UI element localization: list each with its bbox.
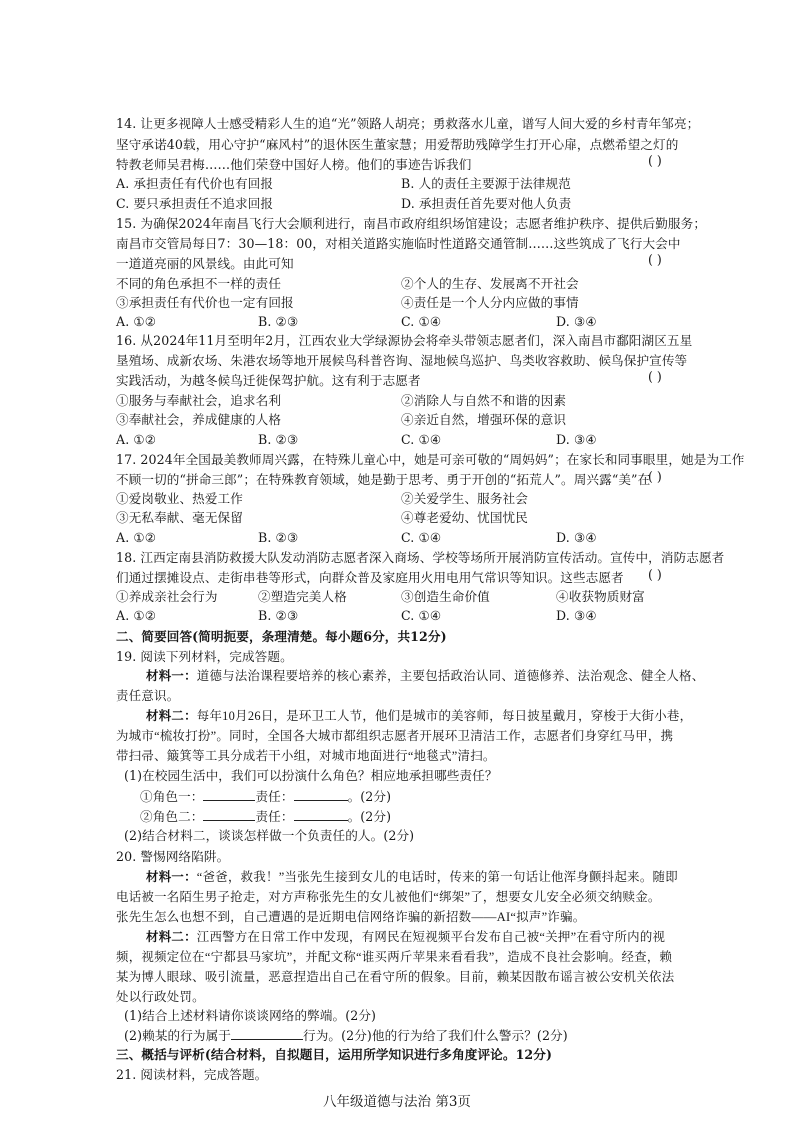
q16-options-row	[116, 432, 597, 448]
q17-item-4: ④尊老爱幼、忧国忧民	[401, 510, 528, 525]
q15-option-d: D. ③④	[556, 314, 597, 329]
q18-stem-line-2: 们通过摆摊设点、走街串巷等形式，向群众普及家庭用火用电用气常识等知识。这些志愿者	[116, 570, 624, 585]
q15-item-1: 不同的角色承担不一样的责任	[116, 276, 282, 291]
q19-material-1-label: 材料一：	[146, 669, 197, 683]
q18-item-4: ④收获物质财富	[556, 589, 645, 604]
q16-items-row-2	[116, 412, 567, 428]
q15-item-2: ②个人的生存、发展离不开社会	[401, 276, 579, 291]
q15-option-b: B. ②③	[258, 314, 299, 329]
q20-material-2-label: 材料二：	[146, 930, 197, 944]
q18-item-1: ①养成亲社会行为	[116, 589, 218, 604]
q14-option-c: C. 要只承担责任不追求回报	[116, 196, 274, 211]
q14-option-d: D. 承担责任首先要对他人负责	[401, 196, 572, 211]
q19-material-2-line-1	[146, 708, 692, 724]
q15-item-3: ③承担责任有代价也一定有回报	[116, 295, 294, 310]
q19-role-2-label: ②角色二：	[140, 809, 204, 824]
q18-options-row	[116, 608, 597, 624]
q20-material-2-line-3: 某为博人眼球、吸引流量，恶意捏造出自己在看守所的假象。目前，赖某因散布谣言被公安机关依法	[116, 970, 675, 984]
q18-item-3: ③创造生命价值	[401, 589, 490, 604]
q17-option-b: B. ②③	[258, 530, 299, 545]
q18-stem-line-1: 18. 江西定南县消防救援大队发动消防志愿者深入商场、学校等场所开展消防宣传活动。宣传中，消防志愿者	[116, 550, 725, 565]
q17-item-3: ③无私奉献、毫无保留	[116, 510, 243, 525]
q16-answer-paren: ( )	[648, 369, 662, 384]
q20-sub-question-2-prefix: (2)赖某的行为属于	[124, 1028, 231, 1043]
q16-items-row-1	[116, 393, 567, 409]
q19-role-1-blank[interactable]	[203, 788, 255, 801]
q17-item-2: ②关爱学生、服务社会	[401, 491, 528, 506]
q16-stem-line-1: 16. 从2024年11月至明年2月，江西农业大学绿源协会将牵头带领志愿者们，深入南昌市鄱阳湖区五星	[116, 333, 693, 348]
q14-option-a: A. 承担责任有代价也有回报	[116, 176, 274, 191]
q20-title: 20. 警惕网络陷阱。	[116, 849, 230, 864]
q17-item-1: ①爱岗敬业、热爱工作	[116, 491, 243, 506]
q18-option-b: B. ②③	[258, 608, 299, 623]
q19-material-1-line-2: 责任意识。	[116, 689, 180, 703]
q17-option-a: A. ①②	[116, 530, 157, 545]
q19-material-2-line-3: 带扫帚、簸箕等工具分成若干小组，对城市地面进行“地毯式”清扫。	[116, 749, 496, 763]
q19-role-2-blank[interactable]	[203, 808, 255, 821]
q17-stem-line-2: 不顾一切的“拼命三郎”；在特殊教育领域，她是勤于思考、勇于开创的“拓荒人”。周兴露“美”在	[116, 472, 651, 487]
q19-material-2-label: 材料二：	[146, 709, 197, 723]
q19-resp-2-blank[interactable]	[294, 808, 348, 821]
q19-material-2-text: 每年10月26日，是环卫工人节，他们是城市的美容师，每日披星戴月，穿梭于大街小巷，	[196, 709, 693, 723]
q15-option-a: A. ①②	[116, 314, 157, 329]
q19-title: 19. 阅读下列材料，完成答题。	[116, 649, 293, 664]
q16-item-1: ①服务与奉献社会，追求名利	[116, 393, 282, 408]
q20-material-2-line-4: 处以行政处罚。	[116, 990, 205, 1004]
q17-items-row-1	[116, 491, 528, 507]
q19-material-1-text: 道德与法治课程要培养的核心素养，主要包括政治认同、道德修养、法治观念、健全人格、	[196, 669, 705, 683]
q17-stem-line-1: 17. 2024年全国最美教师周兴露，在特殊儿童心中，她是可亲可敬的“周妈妈”；在家长和同事眼里，她是为工作	[116, 452, 745, 467]
q20-material-2-text: 江西警方在日常工作中发现，有网民在短视频平台发布自己被“关押”在看守所内的视	[196, 930, 666, 944]
q20-material-2-line-2: 频，视频定位在“宁都县马家坑”，并配文称“谁买两斤苹果来看看我”，造成不良社会影响。经查，赖	[116, 950, 673, 964]
q14-options-row-2	[116, 196, 572, 212]
q14-option-b: B. 人的责任主要源于法律规范	[401, 176, 571, 191]
q14-stem-line-3: 特教老师吴君梅……他们荣登中国好人榜。他们的事迹告诉我们	[116, 157, 472, 172]
q19-role-1-row	[140, 788, 391, 805]
q20-behavior-blank[interactable]	[231, 1027, 303, 1040]
q19-resp-2-label: 责任：	[255, 809, 294, 824]
page-footer: 八年级道德与法治 第3页	[323, 1094, 471, 1110]
q19-sub-question-1: (1)在校园生活中，我们可以扮演什么角色？相应地承担哪些责任？	[124, 768, 498, 783]
q18-option-d: D. ③④	[556, 608, 597, 623]
q20-material-1-label: 材料一：	[146, 870, 197, 884]
q14-stem-line-2: 坚守承诺40载，用心守护“麻风村”的退休医生董家慧；用爱帮助残障学生打开心扉，点燃希望之灯的	[116, 137, 679, 152]
section-2-heading: 二、简要回答(简明扼要，条理清楚。每小题6分，共12分)	[116, 629, 447, 644]
q18-answer-paren: ( )	[648, 567, 662, 582]
q15-options-row	[116, 314, 597, 330]
q19-resp-1-label: 责任：	[255, 789, 294, 804]
q16-item-4: ④亲近自然，增强环保的意识	[401, 412, 567, 427]
q20-material-1-line-2: 电话被一名陌生男子抢走，对方声称张先生的女儿被他们“绑架”了，想要女儿安全必须交纳赎金。	[116, 890, 661, 904]
q16-option-d: D. ③④	[556, 432, 597, 447]
q17-option-d: D. ③④	[556, 530, 597, 545]
q15-stem-line-3: 一道道亮丽的风景线。由此可知	[116, 256, 294, 271]
q15-stem-line-1: 15. 为确保2024年南昌飞行大会顺利进行，南昌市政府组织场馆建设；志愿者维护秩序、提供后勤服务；	[116, 216, 707, 231]
q15-item-4: ④责任是一个人分内应做的事情	[401, 295, 579, 310]
q20-material-1-line-3: 张先生怎么也想不到，自己遭遇的是近期电信网络诈骗的新招数——AI“拟声”诈骗。	[116, 910, 586, 924]
q19-sub-question-2: (2)结合材料二，谈谈怎样做一个负责任的人。(2分)	[124, 828, 415, 843]
q18-items-row	[116, 589, 645, 605]
q18-option-c: C. ①④	[401, 608, 442, 623]
q14-options-row-1	[116, 176, 571, 192]
q18-option-a: A. ①②	[116, 608, 157, 623]
q17-option-c: C. ①④	[401, 530, 442, 545]
q16-item-2: ②消除人与自然不和谐的因素	[401, 393, 567, 408]
q15-answer-paren: ( )	[648, 252, 662, 267]
q20-sub-question-2-suffix: 行为。(2分)他的行为给了我们什么警示？(2分)	[303, 1028, 568, 1043]
q19-role-1-points: 。(2分)	[347, 789, 392, 804]
q17-options-row	[116, 530, 597, 546]
q19-role-2-row	[140, 808, 391, 825]
q20-sub-question-1: (1)结合上述材料请你谈谈网络的弊端。(2分)	[124, 1008, 377, 1023]
q19-role-1-label: ①角色一：	[140, 789, 204, 804]
q15-stem-line-2: 南昌市交管局每日7：30—18：00，对相关道路实施临时性道路交通管制……这些筑成了飞行大会中	[116, 236, 681, 251]
q14-stem-line-1: 14. 让更多视障人士感受精彩人生的追“光”领路人胡亮；勇救落水儿童，谱写人间大爱的乡村青年邹亮；	[116, 116, 700, 131]
q18-item-2: ②塑造完美人格	[258, 589, 347, 604]
q16-stem-line-3: 实践活动，为越冬候鸟迁徙保驾护航。这有利于志愿者	[116, 373, 421, 388]
q20-sub-question-2	[124, 1027, 568, 1044]
q19-resp-1-blank[interactable]	[294, 788, 348, 801]
q16-option-a: A. ①②	[116, 432, 157, 447]
q15-items-row-1	[116, 276, 579, 292]
q16-option-b: B. ②③	[258, 432, 299, 447]
q16-option-c: C. ①④	[401, 432, 442, 447]
q20-material-2-line-1	[146, 929, 665, 945]
q16-stem-line-2: 垦殖场、成新农场、朱港农场等地开展候鸟科普咨询、湿地候鸟巡护、鸟类收容救助、候鸟保护宣传等	[116, 353, 688, 368]
q19-material-2-line-2: 为城市“梳妆打扮”。同时，全国各大城市都组织志愿者开展环卫清洁工作，志愿者们身穿红马甲，携	[116, 729, 674, 743]
q17-items-row-2	[116, 510, 528, 526]
q20-material-1-text: “爸爸，救我！”当张先生接到女儿的电话时，传来的第一句话让他浑身颤抖起来。随即	[196, 870, 678, 884]
q16-item-3: ③奉献社会，养成健康的人格	[116, 412, 282, 427]
section-3-heading: 三、概括与评析(结合材料，自拟题目，运用所学知识进行多角度评论。12分)	[116, 1047, 553, 1062]
q21-title: 21. 阅读材料，完成答题。	[116, 1067, 268, 1082]
q17-answer-paren: ( )	[648, 469, 662, 484]
q15-option-c: C. ①④	[401, 314, 442, 329]
q14-answer-paren: ( )	[648, 153, 662, 168]
q20-material-1-line-1	[146, 869, 678, 885]
q19-material-1-line-1	[146, 668, 704, 684]
q15-items-row-2	[116, 295, 579, 311]
q19-role-2-points: 。(2分)	[347, 809, 392, 824]
